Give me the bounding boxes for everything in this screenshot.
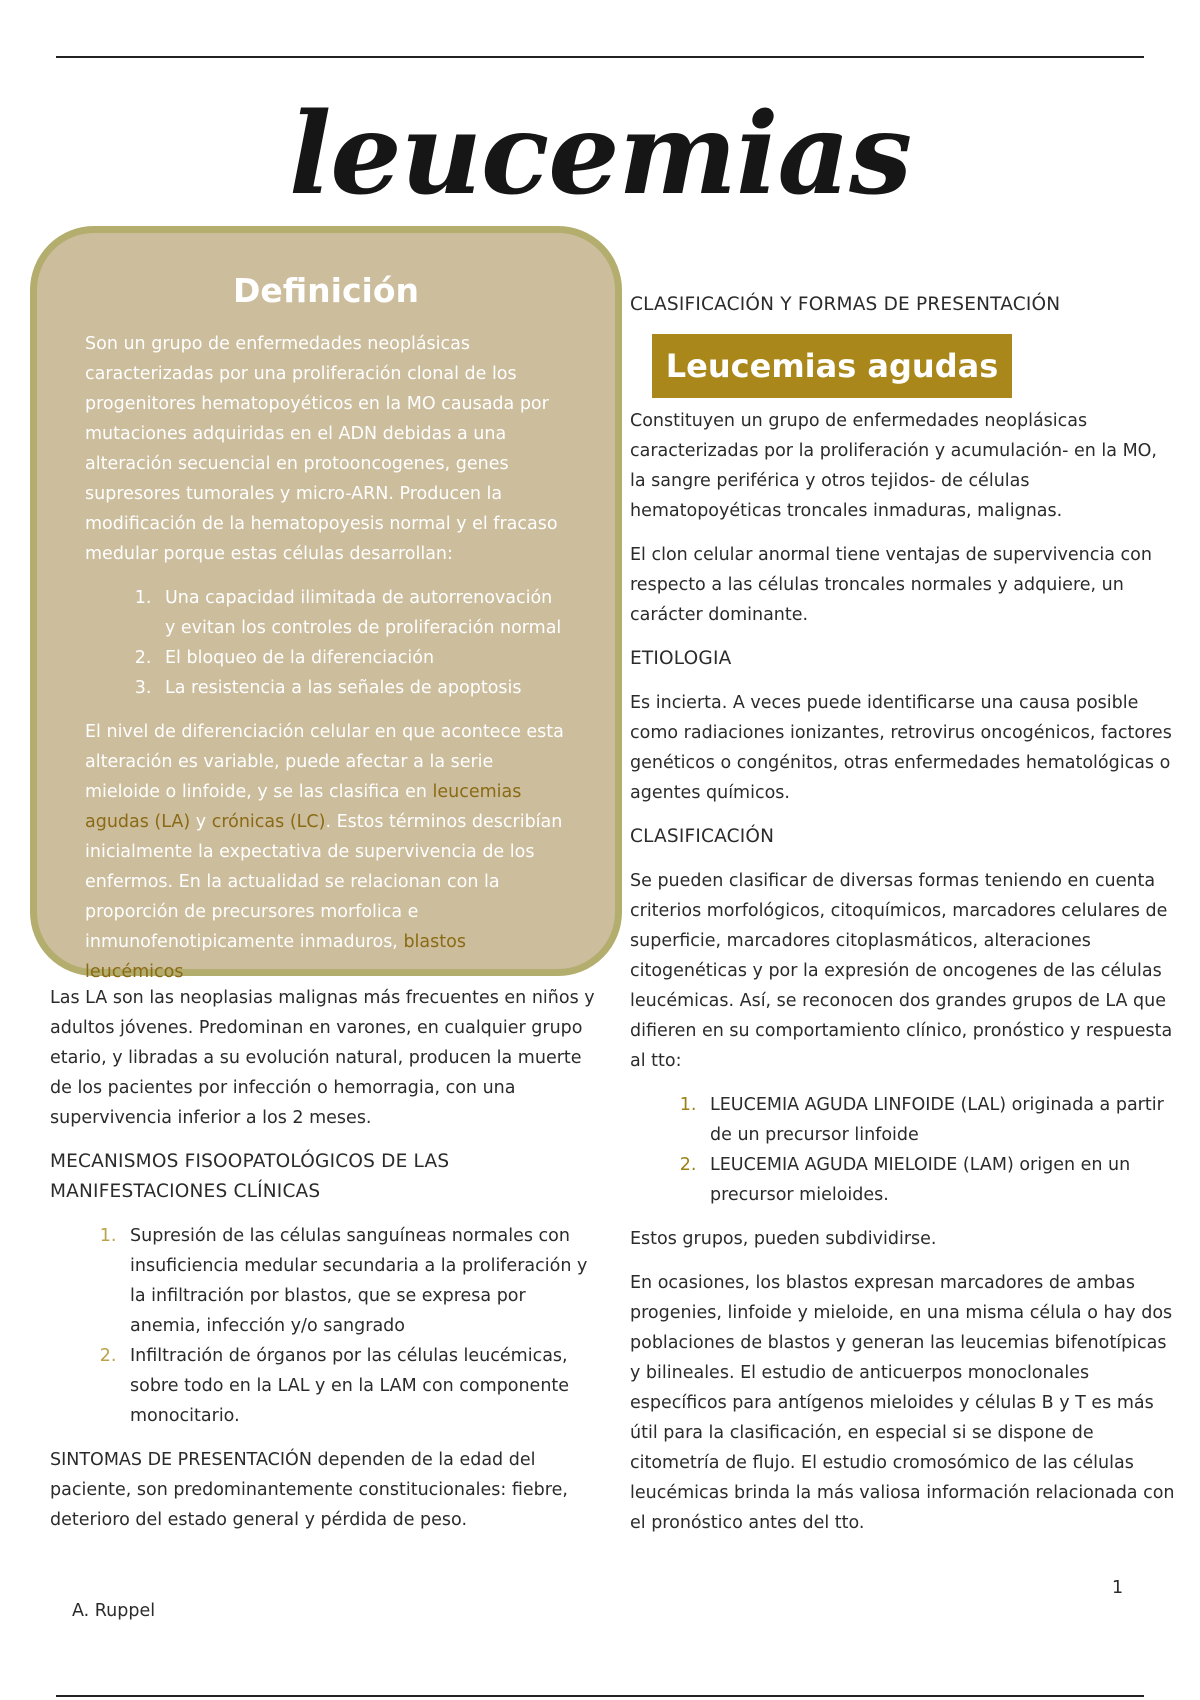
left-column (50, 983, 600, 1549)
sintomas-paragraph: SINTOMAS DE PRESENTACIÓN dependen de la edad del paciente, son predominantemente constitucionales: fiebre, deterioro del estado general y pérdida de peso. (50, 1450, 568, 1530)
grupos-list (630, 1090, 1175, 1210)
definition-paragraph: Son un grupo de enfermedades neoplásicas caracterizadas por una proliferación clonal de los progenitores hematopoyéticos en la MO causada por mutaciones adquiridas en el ADN debidas a una alteración secuencial en protooncogenes, genes supresores tumorales y micro-ARN. Producen la modificación de la hematopoyesis normal y el fracaso medular porque estas células desarrollan: (85, 334, 558, 564)
mecanismos-heading: MECANISMOS FISOOPATOLÓGICOS DE LAS MANIFESTACIONES CLÍNICAS (50, 1151, 450, 1202)
mecanismos-list (50, 1221, 600, 1431)
etiologia-paragraph: Es incierta. A veces puede identificarse una causa posible como radiaciones ionizantes, retrovirus oncogénicos, factores genéticos o congénitos, otras enfermedades hematológicas o agentes químicos. (630, 693, 1172, 803)
intro-paragraph: Las LA son las neoplasias malignas más frecuentes en niños y adultos jóvenes. Predominan en varones, en cualquier grupo etario, y libradas a su evolución natural, producen la muerte de los pacientes por infección o hemorragia, con una supervivencia inferior a los 2 meses. (50, 988, 595, 1128)
definition-heading: Definición (232, 271, 420, 310)
list-item: 2. El bloqueo de la diferenciación (157, 643, 567, 673)
highlight-leucemias-agudas: leucemias agudas (LA) (85, 782, 522, 832)
text-run: El nivel de diferenciación celular en que acontece esta alteración es variable, puede afectar a la serie mieloide o linfoide, y se las clasifica en (85, 722, 564, 802)
paragraph: Constituyen un grupo de enfermedades neoplásicas caracterizadas por la proliferación y acumulación- en la MO, la sangre periférica y otros tejidos- de células hematopoyéticas troncales inmaduras, malignas. (630, 411, 1157, 521)
highlight-cronicas: crónicas (LC) (211, 812, 326, 832)
list-item: 2. LEUCEMIA AGUDA MIELOIDE (LAM) origen en un precursor mieloides. (702, 1150, 1175, 1210)
paragraph: El clon celular anormal tiene ventajas de supervivencia con respecto a las células troncales normales y adquiere, un carácter dominante. (630, 545, 1152, 625)
etiologia-heading: ETIOLOGIA (630, 648, 732, 669)
clasificacion-heading: CLASIFICACIÓN (630, 826, 775, 847)
page-number: 1 (1112, 1578, 1124, 1598)
clasificacion-paragraph: Se pueden clasificar de diversas formas teniendo en cuenta criterios morfológicos, citoquímicos, marcadores celulares de superficie, marcadores citoplasmáticos, alteraciones citogenéticas y por la expresión de oncogenes de las células leucémicas. Así, se reconocen dos grandes grupos de LA que difieren en su comportamiento clínico, pronóstico y respuesta al tto: (630, 871, 1173, 1071)
list-item: 1. LEUCEMIA AGUDA LINFOIDE (LAL) originada a partir de un precursor linfoide (702, 1090, 1175, 1150)
list-item: 1. Supresión de las células sanguíneas normales con insuficiencia medular secundaria a la proliferación y la infiltración por blastos, que se expresa por anemia, infección y/o sangrado (122, 1221, 600, 1341)
leucemias-agudas-banner: Leucemias agudas (652, 334, 1012, 398)
definition-paragraph-2 (85, 717, 567, 987)
author-name: A. Ruppel (72, 1601, 156, 1621)
definition-list (85, 583, 567, 703)
list-item: 1. Una capacidad ilimitada de autorrenovación y evitan los controles de proliferación normal (157, 583, 567, 643)
top-rule (56, 56, 1144, 58)
right-column (630, 290, 1175, 1552)
subdivision-paragraph: Estos grupos, pueden subdividirse. (630, 1229, 937, 1249)
clasificacion-formas-heading: CLASIFICACIÓN Y FORMAS DE PRESENTACIÓN (630, 294, 1061, 315)
list-item: 3. La resistencia a las señales de apoptosis (157, 673, 567, 703)
highlight-blastos: blastos leucémicos (85, 932, 466, 982)
text-run: . Estos términos describían inicialmente la expectativa de supervivencia de los enfermos. En la actualidad se relacionan con la proporción de precursores morfolica e inmunofenotipicamente inmaduros, (85, 812, 563, 952)
final-paragraph: En ocasiones, los blastos expresan marcadores de ambas progenies, linfoide y mieloide, en una misma célula o hay dos poblaciones de blastos y generan las leucemias bifenotípicas y bilineales. El estudio de anticuerpos monoclonales específicos para antígenos mieloides y células B y T es más útil para la clasificación, en especial si se dispone de citometría de flujo. El estudio cromosómico de las células leucémicas brinda la más valiosa información relacionada con el pronóstico antes del tto. (630, 1273, 1175, 1533)
definition-box (30, 226, 622, 982)
page-title: leucemias (288, 89, 912, 220)
text-run: y (190, 812, 212, 832)
bottom-rule (56, 1695, 1144, 1697)
list-item: 2. Infiltración de órganos por las células leucémicas, sobre todo en la LAL y en la LAM con componente monocitario. (122, 1341, 600, 1431)
